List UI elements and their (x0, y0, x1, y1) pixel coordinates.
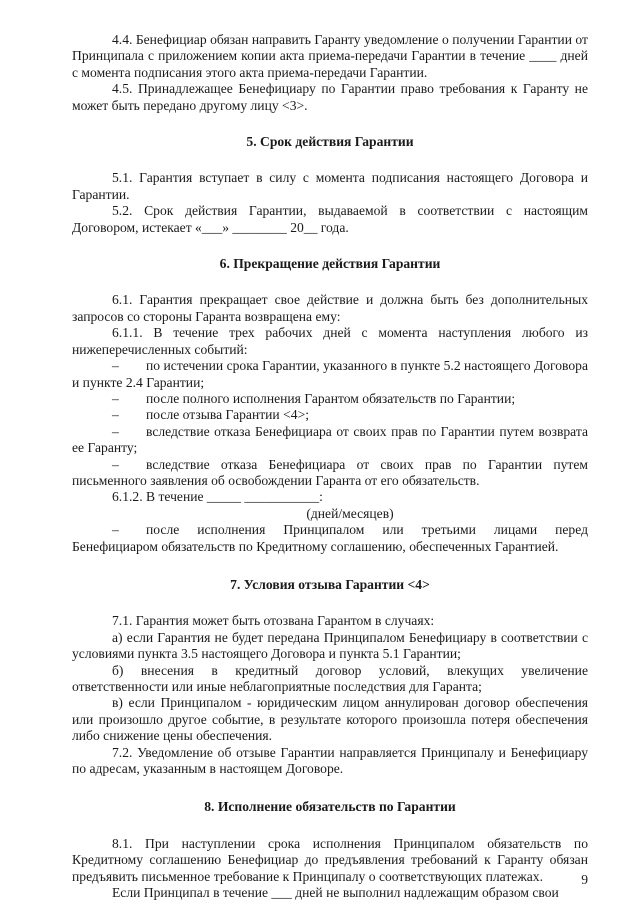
paragraph-7-2: 7.2. Уведомление об отзыве Гарантии направляется Принципалу и Бенефициару по адресам, указанным в настоящем Договоре. (72, 744, 588, 777)
section-8-heading: 8. Исполнение обязательств по Гарантии (204, 799, 456, 815)
list-item: – после полного исполнения Гарантом обязательств по Гарантии; (72, 391, 588, 407)
paragraph-6-1-2: 6.1.2. В течение _____ ___________: (112, 489, 323, 505)
paragraph-4-4: 4.4. Бенефициар обязан направить Гаранту уведомление о получении Гарантии от Принципала с приложением копии акта приема-передачи Гарантии в течение ____ дней с момента подписания этого акта приема-передачи Гарантии. (72, 32, 588, 80)
paragraph-5-1: 5.1. Гарантия вступает в силу с момента подписания настоящего Договора и Гарантии. (72, 170, 588, 202)
list-item: – после отзыва Гарантии <4>; (72, 407, 588, 423)
paragraph-7-1-a: а) если Гарантия не будет передана Принципалом Бенефициару в соответствии с условиями пункта 3.5 настоящего Договора и пункта 5.1 Гарантии; (72, 629, 588, 662)
paragraph-4-5: 4.5. Принадлежащее Бенефициару по Гарантии право требования к Гаранту не может быть передано другому лицу <3>. (72, 81, 588, 113)
section-7-heading: 7. Условия отзыва Гарантии <4> (230, 576, 430, 592)
list-item: – после исполнения Принципалом или третьими лицами перед Бенефициаром обязательств по Кредитному соглашению, обеспеченных Гарантией. (72, 522, 588, 555)
paragraph-7-1-c: в) если Принципалом - юридическим лицом аннулирован договор обеспечения или произошло другое событие, в результате которого произошла потеря обеспечения либо снижение цены обеспечения. (72, 695, 588, 744)
paragraph-7-1: 7.1. Гарантия может быть отозвана Гарантом в случаях: (112, 613, 435, 629)
paragraph-7-1-b: б) внесения в кредитный договор условий, влекущих увеличение ответственности или иные неблагоприятные последствия для Гаранта; (72, 662, 588, 694)
list-item: – по истечении срока Гарантии, указанного в пункте 5.2 настоящего Договора и пункте 2.4 Гарантии; (72, 358, 588, 391)
paragraph-8-1: 8.1. При наступлении срока исполнения Принципалом обязательств по Кредитному соглашению Бенефициар до предъявления требований к Гаранту обязан предъявить письменное требование к Принципалу о соответствующих платежах. (72, 835, 588, 884)
list-item: – вследствие отказа Бенефициара от своих прав по Гарантии путем возврата ее Гаранту; (72, 424, 588, 457)
section-5-heading: 5. Срок действия Гарантии (246, 134, 414, 150)
paragraph-8-1-continued: Если Принципал в течение ___ дней не выполнил надлежащим образом свои (112, 885, 559, 901)
section-6-heading: 6. Прекращение действия Гарантии (219, 256, 441, 272)
paragraph-6-1: 6.1. Гарантия прекращает свое действие и должна быть без дополнительных запросов со стороны Гаранта возвращена ему: (72, 292, 588, 324)
list-item: – вследствие отказа Бенефициара от своих прав по Гарантии путем письменного заявления об освобождении Гаранта от его обязательств. (72, 457, 588, 490)
paragraph-6-1-1: 6.1.1. В течение трех рабочих дней с момента наступления любого из нижеперечисленных событий: (72, 325, 588, 357)
field-caption: (дней/месяцев) (306, 505, 394, 521)
page-number: 9 (581, 872, 588, 887)
paragraph-5-2: 5.2. Срок действия Гарантии, выдаваемой в соответствии с настоящим Договором, истекает «___» ________ 20__ года. (72, 203, 588, 235)
